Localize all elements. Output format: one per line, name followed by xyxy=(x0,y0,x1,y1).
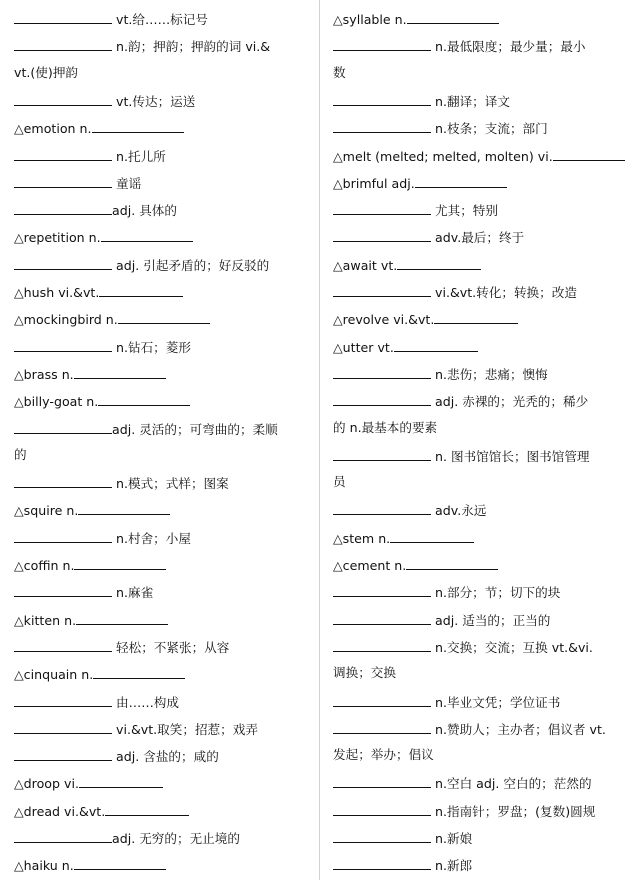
answer-blank[interactable] xyxy=(397,254,481,270)
vocab-line xyxy=(14,145,309,165)
vocab-line xyxy=(333,499,625,519)
vocab-text: △droop vi. xyxy=(14,776,79,792)
vocab-text: △squire n. xyxy=(14,503,79,519)
vocab-text: 员 xyxy=(333,474,346,490)
answer-blank[interactable] xyxy=(333,199,431,215)
vocab-text: n.空白 adj. 空白的；茫然的 xyxy=(431,776,592,792)
vocab-text: n.最低限度；最少量；最小 xyxy=(431,39,586,55)
answer-blank[interactable] xyxy=(333,281,431,297)
vocab-line xyxy=(333,63,625,83)
vocab-line xyxy=(14,800,309,820)
answer-blank[interactable] xyxy=(333,609,431,625)
vocab-line xyxy=(333,554,625,574)
answer-blank[interactable] xyxy=(14,418,112,434)
vocab-text: △await vt. xyxy=(333,257,398,273)
vocab-text: 数 xyxy=(333,64,346,80)
answer-blank[interactable] xyxy=(14,691,112,707)
answer-blank[interactable] xyxy=(14,199,112,215)
answer-blank[interactable] xyxy=(333,445,431,461)
vocab-text: △cinquain n. xyxy=(14,667,94,683)
answer-blank[interactable] xyxy=(407,8,499,24)
vocab-text: n.交换；交流；互换 vt.&vi. xyxy=(431,639,593,655)
vocab-line xyxy=(14,117,309,137)
vocab-line xyxy=(333,800,625,820)
vocab-text: n.毕业文凭；学位证书 xyxy=(431,694,561,710)
answer-blank[interactable] xyxy=(333,854,431,870)
vocab-text: adj. 赤裸的；光秃的；稀少 xyxy=(431,394,589,410)
vocab-line xyxy=(14,35,309,55)
vocab-line xyxy=(333,390,625,410)
vocab-line xyxy=(14,363,309,383)
vocab-line xyxy=(14,336,309,356)
vocab-line xyxy=(333,527,625,547)
vocab-text: adj. 含盐的；咸的 xyxy=(112,749,219,765)
vocab-line xyxy=(14,691,309,711)
column-divider xyxy=(319,0,320,880)
vocab-text: adv.永远 xyxy=(431,503,487,519)
answer-blank[interactable] xyxy=(333,800,431,816)
vocab-text: n.托儿所 xyxy=(112,148,166,164)
vocab-line xyxy=(14,499,309,519)
vocab-line xyxy=(333,445,625,465)
vocab-text: adj. 灵活的；可弯曲的；柔顺 xyxy=(112,421,278,437)
vocab-text: adj. 引起矛盾的；好反驳的 xyxy=(112,257,270,273)
vocab-line xyxy=(14,609,309,629)
answer-blank[interactable] xyxy=(93,663,185,679)
vocab-text: △cement n. xyxy=(333,558,407,573)
vocab-line xyxy=(333,363,625,383)
vocab-text: 调换；交换 xyxy=(333,665,396,681)
answer-blank[interactable] xyxy=(74,854,166,870)
vocab-line xyxy=(14,418,309,438)
answer-blank[interactable] xyxy=(99,281,183,297)
vocab-text: vt.传达；运送 xyxy=(112,93,196,109)
vocab-line xyxy=(333,226,625,246)
vocab-text: vt.(使)押韵 xyxy=(14,64,79,80)
vocab-line xyxy=(333,35,625,55)
vocab-line xyxy=(333,772,625,792)
vocab-line xyxy=(333,691,625,711)
vocab-text: n.指南针；罗盘；(复数)圆规 xyxy=(431,803,596,819)
answer-blank[interactable] xyxy=(333,499,431,515)
answer-blank[interactable] xyxy=(14,636,112,652)
answer-blank[interactable] xyxy=(74,363,166,379)
vocab-text: adj. 无穷的；无止境的 xyxy=(112,831,240,846)
vocab-line xyxy=(333,472,625,492)
answer-blank[interactable] xyxy=(74,554,166,570)
answer-blank[interactable] xyxy=(394,336,478,352)
vocab-line xyxy=(333,418,625,438)
vocab-text: n.钻石；菱形 xyxy=(112,339,191,355)
vocab-text: △utter vt. xyxy=(333,339,394,355)
vocab-text: △revolve vi.&vt. xyxy=(333,312,435,328)
answer-blank[interactable] xyxy=(333,691,431,707)
vocab-text: △billy-goat n. xyxy=(14,394,99,410)
vocab-text: △melt (melted; melted, molten) vi. xyxy=(333,148,553,164)
vocab-line xyxy=(333,745,625,765)
answer-blank[interactable] xyxy=(14,35,112,51)
answer-blank[interactable] xyxy=(333,718,431,734)
vocab-line xyxy=(14,254,309,274)
vocab-line xyxy=(333,581,625,601)
answer-blank[interactable] xyxy=(76,609,168,625)
answer-blank[interactable] xyxy=(98,390,190,406)
vocab-text: △syllable n. xyxy=(333,12,407,27)
vocab-line xyxy=(14,527,309,547)
answer-blank[interactable] xyxy=(333,581,431,597)
vocab-text: n.村舍；小屋 xyxy=(112,530,191,546)
vocab-line xyxy=(333,827,625,847)
vocab-text: adv.最后；终于 xyxy=(431,230,525,246)
answer-blank[interactable] xyxy=(118,308,210,324)
answer-blank[interactable] xyxy=(14,90,112,106)
answer-blank[interactable] xyxy=(14,172,112,188)
vocab-text: △hush vi.&vt. xyxy=(14,285,100,300)
vocab-text: n.悲伤；悲痛；懊悔 xyxy=(431,366,548,382)
vocab-text: △mockingbird n. xyxy=(14,312,118,328)
vocab-line xyxy=(14,8,309,28)
vocab-text: 由……构成 xyxy=(112,694,179,710)
answer-blank[interactable] xyxy=(390,527,474,543)
answer-blank[interactable] xyxy=(406,554,498,570)
vocab-text: vi.&vt.转化；转换；改造 xyxy=(431,285,577,300)
vocab-line xyxy=(333,90,625,110)
vocab-line xyxy=(333,145,625,165)
answer-blank[interactable] xyxy=(333,390,431,406)
answer-blank[interactable] xyxy=(14,336,112,352)
vocab-text: n.新郎 xyxy=(431,858,473,874)
vocab-line xyxy=(333,199,625,219)
vocab-line xyxy=(14,172,309,192)
answer-blank[interactable] xyxy=(14,527,112,543)
vocab-text: △coffin n. xyxy=(14,558,75,573)
vocab-line xyxy=(14,90,309,110)
vocab-text: △repetition n. xyxy=(14,230,101,246)
vocab-line xyxy=(14,745,309,765)
vocab-line xyxy=(14,281,309,301)
vocab-text: n.麻雀 xyxy=(112,585,154,601)
vocab-text: n.部分；节；切下的块 xyxy=(431,585,561,601)
vocab-line xyxy=(14,226,309,246)
vocab-line xyxy=(333,718,625,738)
answer-blank[interactable] xyxy=(101,226,193,242)
vocab-text: n.枝条；支流；部门 xyxy=(431,121,548,137)
vocab-text: △kitten n. xyxy=(14,612,77,628)
answer-blank[interactable] xyxy=(14,472,112,488)
vocab-line xyxy=(14,827,309,847)
answer-blank[interactable] xyxy=(333,636,431,652)
vocab-line xyxy=(14,772,309,792)
vocab-line xyxy=(333,336,625,356)
vocab-text: 尤其；特别 xyxy=(431,203,498,219)
answer-blank[interactable] xyxy=(14,8,112,24)
vocab-line xyxy=(333,172,625,192)
vocab-text: △haiku n. xyxy=(14,858,74,874)
answer-blank[interactable] xyxy=(553,145,625,161)
vocab-text: △dread vi.&vt. xyxy=(14,803,106,819)
vocab-line xyxy=(14,718,309,738)
answer-blank[interactable] xyxy=(333,35,431,51)
answer-blank[interactable] xyxy=(105,800,189,816)
answer-blank[interactable] xyxy=(14,581,112,597)
vocab-line xyxy=(14,308,309,328)
vocab-text: 的 xyxy=(14,446,27,462)
vocab-text: 发起；举办；倡议 xyxy=(333,747,434,763)
vocab-text: △emotion n. xyxy=(14,121,92,137)
vocab-line xyxy=(333,636,625,656)
vocab-line xyxy=(14,663,309,683)
answer-blank[interactable] xyxy=(14,254,112,270)
answer-blank[interactable] xyxy=(333,226,431,242)
vocab-line xyxy=(333,609,625,629)
vocab-text: 的 n.最基本的要素 xyxy=(333,419,438,435)
answer-blank[interactable] xyxy=(333,772,431,788)
vocab-line xyxy=(14,854,309,874)
vocab-line xyxy=(14,554,309,574)
vocab-line xyxy=(333,254,625,274)
vocab-line xyxy=(333,281,625,301)
vocab-line xyxy=(14,445,309,465)
answer-blank[interactable] xyxy=(333,117,431,133)
vocab-text: 轻松；不紧张；从容 xyxy=(112,639,230,655)
vocab-text: △brimful adj. xyxy=(333,175,415,191)
vocab-line xyxy=(333,308,625,328)
vocab-line xyxy=(333,854,625,874)
answer-blank[interactable] xyxy=(333,363,431,379)
vocab-text: adj. 适当的；正当的 xyxy=(431,612,551,628)
answer-blank[interactable] xyxy=(333,827,431,843)
vocab-text: n.赞助人；主办者；倡议者 vt. xyxy=(431,721,606,737)
vocab-text: adj. 具体的 xyxy=(112,203,177,219)
vocab-text: n.新娘 xyxy=(431,831,473,846)
vocab-line xyxy=(14,636,309,656)
vocab-line xyxy=(14,63,309,83)
vocab-text: 童谣 xyxy=(112,175,142,191)
answer-blank[interactable] xyxy=(14,718,112,734)
vocab-line xyxy=(14,199,309,219)
vocab-line xyxy=(14,472,309,492)
vocab-text: △stem n. xyxy=(333,530,391,546)
answer-blank[interactable] xyxy=(434,308,518,324)
answer-blank[interactable] xyxy=(79,772,163,788)
vocab-line xyxy=(333,117,625,137)
answer-blank[interactable] xyxy=(333,90,431,106)
answer-blank[interactable] xyxy=(14,145,112,161)
vocab-text: n. 图书馆馆长；图书馆管理 xyxy=(431,448,590,464)
answer-blank[interactable] xyxy=(14,827,112,843)
vocab-line xyxy=(14,390,309,410)
vocab-text: n.翻译；译文 xyxy=(431,93,510,109)
vocab-text: vi.&vt.取笑；招惹；戏弄 xyxy=(112,721,258,737)
vocab-text: △brass n. xyxy=(14,366,74,382)
answer-blank[interactable] xyxy=(415,172,507,188)
vocab-text: n.韵；押韵；押韵的词 vi.& xyxy=(112,39,271,55)
vocab-line xyxy=(333,8,625,28)
vocab-line xyxy=(333,663,625,683)
vocab-text: vt.给……标记号 xyxy=(112,12,208,27)
vocab-line xyxy=(14,581,309,601)
vocab-text: n.模式；式样；图案 xyxy=(112,476,229,492)
answer-blank[interactable] xyxy=(78,499,170,515)
answer-blank[interactable] xyxy=(14,745,112,761)
answer-blank[interactable] xyxy=(92,117,184,133)
